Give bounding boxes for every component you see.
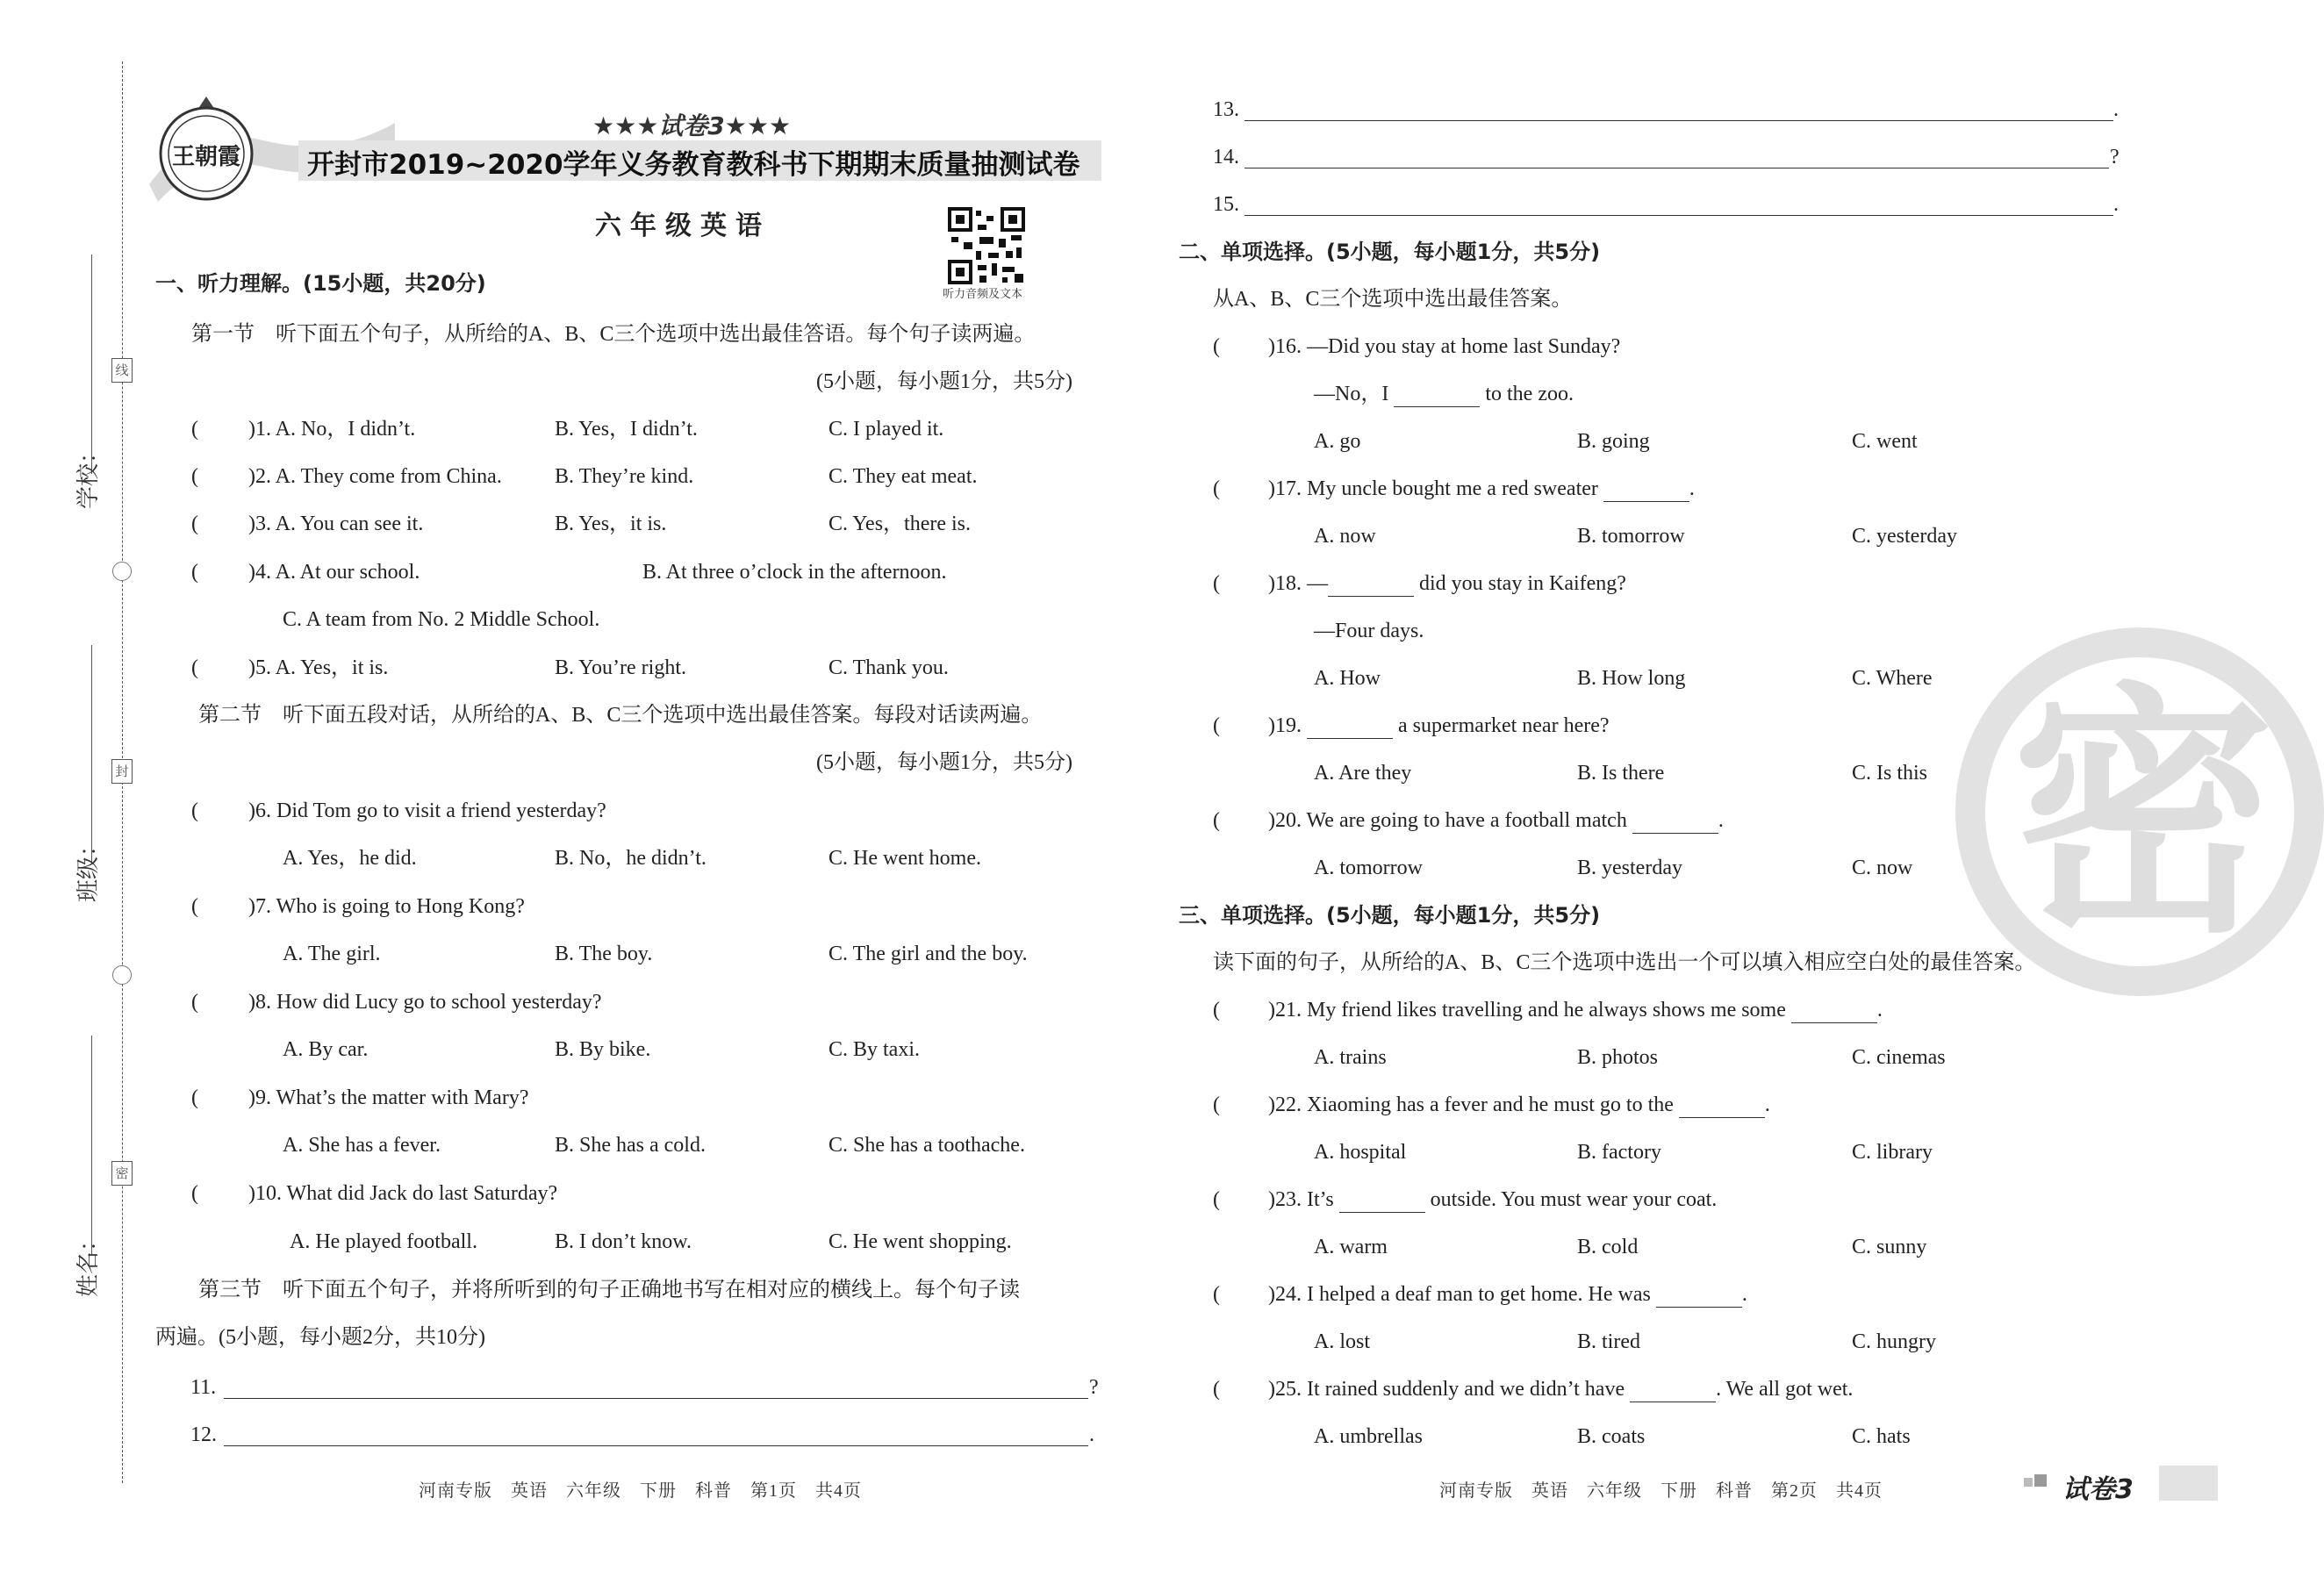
q8-option-b: B. By bike. — [555, 1038, 651, 1061]
q10-option-b: B. I don’t know. — [555, 1230, 692, 1253]
q17-line — [1268, 476, 1695, 502]
answer-paren[interactable]: ( — [1213, 714, 1220, 737]
q20-option-b: B. yesterday — [1577, 857, 1682, 879]
q2-option-c: C. They eat meat. — [828, 465, 978, 488]
answer-paren[interactable]: ( — [1213, 1093, 1220, 1116]
q25-option-c: C. hats — [1852, 1425, 1911, 1448]
q24-stem: )24. I helped a deaf man to get home. He was — [1268, 1283, 1651, 1306]
page-footer: 河南专版 英语 六年级 下册 科普 第1页 共4页 — [419, 1481, 862, 1501]
section1-heading: 一、听力理解。(15小题，共20分) — [155, 271, 486, 296]
q22-stem: )22. Xiaoming has a fever and he must go to the — [1268, 1093, 1674, 1116]
q15-number: 15. — [1213, 193, 1239, 216]
q22-option-a: A. hospital — [1314, 1141, 1407, 1164]
exam-title: 开封市2019~2020学年义务教育教科书下期期末质量抽测试卷 — [307, 149, 1080, 181]
q12-answer-line[interactable] — [224, 1445, 1088, 1446]
q19-post: a supermarket near here? — [1398, 714, 1610, 737]
answer-paren[interactable]: ( — [1213, 335, 1220, 358]
q9-option-c: C. She has a toothache. — [828, 1134, 1025, 1157]
answer-paren[interactable]: ( — [1213, 1283, 1220, 1306]
q20-end: . — [1718, 809, 1724, 832]
q7-option-a: A. The girl. — [283, 943, 381, 965]
confidential-stamp — [1955, 627, 2324, 996]
paper-number-tag: 试卷3 — [2062, 1474, 2134, 1505]
q13-answer-line[interactable] — [1244, 120, 2113, 121]
answer-paren[interactable]: ( — [191, 418, 198, 441]
part3-intro-line1: 第三节 听下面五个句子，并将所听到的句子正确地书写在相对应的横线上。每个句子读 — [198, 1279, 1020, 1301]
q14-end: ? — [2110, 146, 2120, 168]
q17-option-c: C. yesterday — [1852, 525, 1957, 548]
q25-pre: )25. It rained suddenly and we didn’t have — [1268, 1378, 1625, 1401]
stamp-char: 密 — [2012, 662, 2275, 968]
q20-option-a: A. tomorrow — [1314, 857, 1423, 879]
q6-option-b: B. No，he didn’t. — [555, 847, 707, 870]
qr-code-icon — [948, 207, 1025, 284]
q16-reply — [1314, 381, 1574, 407]
q24-option-a: A. lost — [1314, 1330, 1371, 1353]
q16-reply-post: to the zoo. — [1485, 383, 1574, 405]
q15-end: . — [2113, 193, 2119, 216]
q4-option-c: C. A team from No. 2 Middle School. — [283, 608, 600, 631]
q18-line — [1268, 570, 1626, 597]
q10-stem: )10. What did Jack do last Saturday? — [248, 1182, 558, 1205]
part2-score: (5小题，每小题1分，共5分) — [816, 751, 1072, 774]
q8-option-c: C. By taxi. — [828, 1038, 921, 1061]
part1-score: (5小题，每小题1分，共5分) — [816, 370, 1072, 393]
q22-option-c: C. library — [1852, 1141, 1933, 1164]
section2-intro: 从A、B、C三个选项中选出最佳答案。 — [1213, 288, 1573, 311]
q6-stem: )6. Did Tom go to visit a friend yesterday? — [248, 799, 606, 822]
answer-paren[interactable]: ( — [191, 513, 198, 535]
answer-paren[interactable]: ( — [191, 895, 198, 918]
q18-reply: —Four days. — [1314, 620, 1424, 642]
answer-paren[interactable]: ( — [191, 1182, 198, 1205]
q25-option-a: A. umbrellas — [1314, 1425, 1423, 1448]
answer-paren[interactable]: ( — [191, 799, 198, 822]
q3-option-b: B. Yes，it is. — [555, 513, 667, 535]
q5-option-c: C. Thank you. — [828, 656, 949, 679]
q18-blank[interactable] — [1328, 577, 1414, 597]
q21-option-c: C. cinemas — [1852, 1046, 1946, 1069]
section2-heading: 二、单项选择。(5小题，每小题1分，共5分) — [1179, 240, 1601, 264]
q19-option-c: C. Is this — [1852, 762, 1928, 785]
q1-option-a: )1. A. No，I didn’t. — [248, 418, 416, 441]
answer-paren[interactable]: ( — [191, 561, 198, 584]
tag-square-icon — [2034, 1474, 2047, 1487]
q6-option-a: A. Yes，he did. — [283, 847, 417, 870]
q5-option-a: )5. A. Yes，it is. — [248, 656, 389, 679]
q22-blank[interactable] — [1679, 1098, 1765, 1118]
q4-option-b: B. At three o’clock in the afternoon. — [642, 561, 947, 584]
page-footer: 河南专版 英语 六年级 下册 科普 第2页 共4页 — [1439, 1481, 1883, 1501]
q20-stem: )20. We are going to have a football match — [1268, 809, 1627, 832]
q19-option-b: B. Is there — [1577, 762, 1665, 785]
q12-end: . — [1089, 1423, 1094, 1446]
q20-blank[interactable] — [1632, 814, 1718, 834]
q9-option-a: A. She has a fever. — [283, 1134, 441, 1157]
answer-paren[interactable]: ( — [1213, 1188, 1220, 1211]
q13-number: 13. — [1213, 98, 1239, 121]
q24-blank[interactable] — [1656, 1287, 1742, 1308]
seal-char-line: 线 — [111, 358, 133, 383]
q12-number: 12. — [190, 1423, 217, 1446]
q19-pre: )19. — [1268, 714, 1302, 737]
q18-pre: )18. — — [1268, 572, 1328, 595]
name-label: 姓名： — [75, 1228, 102, 1297]
answer-paren[interactable]: ( — [191, 656, 198, 679]
q11-number: 11. — [190, 1376, 217, 1399]
q11-end: ? — [1089, 1376, 1099, 1399]
class-underline — [91, 645, 92, 864]
q16-stem: )16. —Did you stay at home last Sunday? — [1268, 335, 1621, 358]
q9-stem: )9. What’s the matter with Mary? — [248, 1086, 529, 1109]
q18-option-a: A. How — [1314, 667, 1381, 690]
hole-icon — [112, 965, 132, 985]
answer-paren[interactable]: ( — [1213, 999, 1220, 1022]
q14-number: 14. — [1213, 146, 1239, 168]
answer-paren[interactable]: ( — [191, 1086, 198, 1109]
q23-post: outside. You must wear your coat. — [1430, 1188, 1718, 1211]
seal-char-seal: 封 — [111, 759, 133, 784]
q7-stem: )7. Who is going to Hong Kong? — [248, 895, 525, 918]
q18-option-c: C. Where — [1852, 667, 1933, 690]
answer-paren[interactable]: ( — [191, 991, 198, 1014]
q15-answer-line[interactable] — [1244, 215, 2113, 216]
q7-option-b: B. The boy. — [555, 943, 653, 965]
q4-option-a: )4. A. At our school. — [248, 561, 420, 584]
section3-heading: 三、单项选择。(5小题，每小题1分，共5分) — [1179, 903, 1601, 928]
q2-option-a: )2. A. They come from China. — [248, 465, 502, 488]
q23-option-c: C. sunny — [1852, 1236, 1927, 1258]
q16-reply-pre: —No，I — [1314, 383, 1389, 405]
answer-paren[interactable]: ( — [191, 465, 198, 488]
q13-end: . — [2113, 98, 2119, 121]
q21-option-b: B. photos — [1577, 1046, 1659, 1069]
q9-option-b: B. She has a cold. — [555, 1134, 706, 1157]
school-label: 学校： — [75, 440, 102, 509]
q2-option-b: B. They’re kind. — [555, 465, 694, 488]
q17-blank[interactable] — [1603, 482, 1689, 502]
q23-pre: )23. It’s — [1268, 1188, 1334, 1211]
q22-line — [1268, 1092, 1770, 1118]
q25-blank[interactable] — [1630, 1382, 1716, 1402]
q16-blank[interactable] — [1394, 387, 1480, 407]
tag-bar — [2159, 1466, 2218, 1501]
q8-option-a: A. By car. — [283, 1038, 369, 1061]
q17-option-a: A. now — [1314, 525, 1376, 548]
subject-title: 六年级英语 — [595, 211, 771, 241]
hole-icon — [112, 562, 132, 581]
q20-line — [1268, 807, 1724, 834]
q7-option-c: C. The girl and the boy. — [828, 943, 1028, 965]
q23-option-a: A. warm — [1314, 1236, 1388, 1258]
q23-line — [1268, 1186, 1717, 1213]
q24-option-c: C. hungry — [1852, 1330, 1936, 1353]
part1-intro: 第一节 听下面五个句子，从所给的A、B、C三个选项中选出最佳答语。每个句子读两遍。 — [191, 323, 1036, 346]
q22-option-b: B. factory — [1577, 1141, 1661, 1164]
q6-option-c: C. He went home. — [828, 847, 981, 870]
q25-option-b: B. coats — [1577, 1425, 1646, 1448]
q10-option-c: C. He went shopping. — [828, 1230, 1012, 1253]
q19-line — [1268, 713, 1610, 739]
q21-end: . — [1876, 999, 1883, 1022]
q23-option-b: B. cold — [1577, 1236, 1639, 1258]
q1-option-c: C. I played it. — [828, 418, 944, 441]
seal-char-secret: 密 — [111, 1161, 133, 1186]
name-underline — [91, 1036, 92, 1255]
answer-paren[interactable]: ( — [1213, 572, 1220, 595]
q25-line — [1268, 1376, 1853, 1402]
q11-answer-line[interactable] — [224, 1398, 1088, 1399]
q17-option-b: B. tomorrow — [1577, 525, 1685, 548]
q25-post: . We all got wet. — [1716, 1378, 1854, 1401]
q21-stem: )21. My friend likes travelling and he always shows me some — [1268, 999, 1786, 1022]
q17-end: . — [1689, 477, 1695, 500]
q18-option-b: B. How long — [1577, 667, 1686, 690]
q24-end: . — [1741, 1283, 1747, 1306]
q21-option-a: A. trains — [1314, 1046, 1387, 1069]
tag-square-icon — [2024, 1478, 2033, 1487]
answer-paren[interactable]: ( — [1213, 477, 1220, 500]
q17-stem: )17. My uncle bought me a red sweater — [1268, 477, 1598, 500]
q3-option-a: )3. A. You can see it. — [248, 513, 424, 535]
q16-option-b: B. going — [1577, 430, 1650, 453]
logo-text: 王朝霞 — [171, 144, 240, 170]
part2-intro: 第二节 听下面五段对话，从所给的A、B、C三个选项中选出最佳答案。每段对话读两遍。 — [198, 704, 1043, 727]
answer-paren[interactable]: ( — [1213, 809, 1220, 832]
paper-stars-label: ★★★试卷3★★★ — [592, 111, 792, 140]
q16-option-a: A. go — [1314, 430, 1361, 453]
q16-option-c: C. went — [1852, 430, 1918, 453]
q18-post: did you stay in Kaifeng? — [1419, 572, 1626, 595]
class-label: 班级： — [75, 833, 102, 902]
q24-line — [1268, 1281, 1747, 1308]
q8-stem: )8. How did Lucy go to school yesterday? — [248, 991, 602, 1014]
answer-paren[interactable]: ( — [1213, 1378, 1220, 1401]
q19-option-a: A. Are they — [1314, 762, 1412, 785]
q1-option-b: B. Yes，I didn’t. — [555, 418, 698, 441]
q20-option-c: C. now — [1852, 857, 1913, 879]
q10-option-a: A. He played football. — [290, 1230, 477, 1253]
q24-option-b: B. tired — [1577, 1330, 1640, 1353]
q21-blank[interactable] — [1791, 1003, 1877, 1023]
q5-option-b: B. You’re right. — [555, 656, 687, 679]
q22-end: . — [1764, 1093, 1770, 1116]
qr-caption: 听力音频及文本 — [943, 288, 1023, 301]
q23-blank[interactable] — [1339, 1193, 1425, 1213]
q19-blank[interactable] — [1307, 719, 1393, 739]
q21-line — [1268, 997, 1883, 1023]
q3-option-c: C. Yes，there is. — [828, 513, 972, 535]
part3-intro-line2: 两遍。(5小题，每小题2分，共10分) — [155, 1326, 485, 1349]
section3-intro: 读下面的句子，从所给的A、B、C三个选项中选出一个可以填入相应空白处的最佳答案。 — [1213, 951, 2036, 974]
